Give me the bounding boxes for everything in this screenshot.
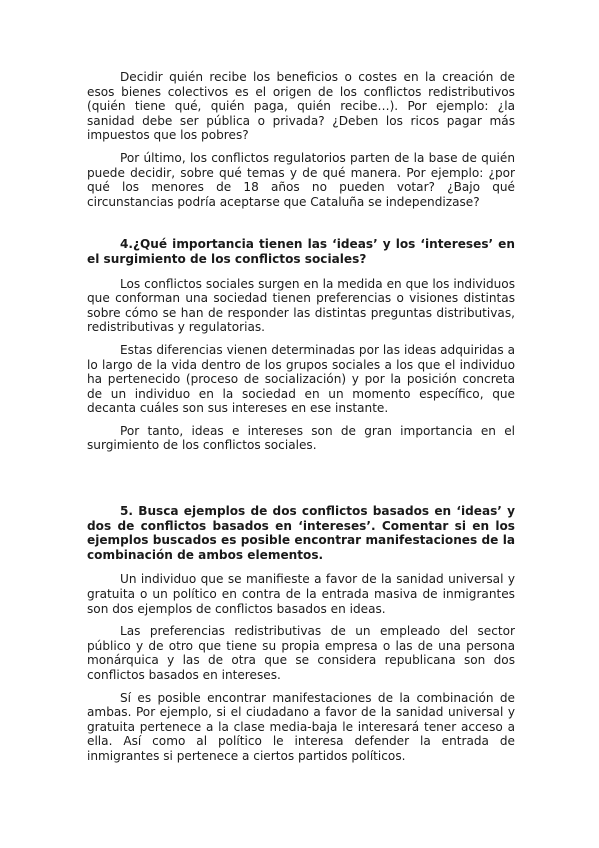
- section-5-heading: 5. Busca ejemplos de dos conflictos basados en ‘ideas’ y dos de conflictos basados en ‘intereses’. Comentar si en los ejemplos buscados es posible encontrar manifestaciones de la combinación de ambos elementos.: [87, 504, 515, 562]
- section-5-paragraph-1: Un individuo que se manifieste a favor de la sanidad universal y gratuita o un político en contra de la entrada masiva de inmigrantes son dos ejemplos de conflictos basados en ideas.: [87, 572, 515, 616]
- section-4-paragraph-3: Por tanto, ideas e intereses son de gran importancia en el surgimiento de los conflictos sociales.: [87, 423, 515, 453]
- section-4-paragraph-2: Estas diferencias vienen determinadas por las ideas adquiridas a lo largo de la vida dentro de los grupos sociales a los que el individuo ha pertenecido (proceso de socialización) y por la posición concreta de un individuo en la sociedad en un momento específico, que decanta cuáles son sus intereses en ese instante.: [87, 342, 515, 416]
- paragraph-regulatory-conflicts: Por último, los conflictos regulatorios parten de la base de quién puede decidir, sobre qué temas y de qué manera. Por ejemplo: ¿por qué los menores de 18 años no pueden votar? ¿Bajo qué circunstancias podría aceptarse que Cataluña se independizase?: [87, 150, 515, 209]
- paragraph-redistributive-conflicts: Decidir quién recibe los beneficios o costes en la creación de esos bienes colectivos es el origen de los conflictos redistributivos (quién tiene qué, quién paga, quién recibe…). Por ejemplo: ¿la sanidad debe ser pública o privada? ¿Deben los ricos pagar más impuestos que los pobres?: [87, 70, 515, 143]
- document-body: [87, 70, 515, 764]
- section-5-paragraph-3: Sí es posible encontrar manifestaciones de la combinación de ambas. Por ejemplo, si el ciudadano a favor de la sanidad universal y gratuita pertenece a la clase media-baja le interesará tener acceso a ella. Así como al político le interesa defender la entrada de inmigrantes si pertenece a ciertos partidos políticos.: [87, 690, 515, 763]
- section-4-heading: 4.¿Qué importancia tienen las ‘ideas’ y los ‘intereses’ en el surgimiento de los conflictos sociales?: [87, 237, 515, 266]
- section-4-paragraph-1: Los conflictos sociales surgen en la medida en que los individuos que conforman una sociedad tienen preferencias o visiones distintas sobre cómo se han de responder las distintas preguntas distributivas, redistributivas y regulatorias.: [87, 276, 515, 335]
- section-5-paragraph-2: Las preferencias redistributivas de un empleado del sector público y de otro que tiene su propia empresa o las de una persona monárquica y las de otra que se considera republicana son dos conflictos basados en intereses.: [87, 624, 515, 682]
